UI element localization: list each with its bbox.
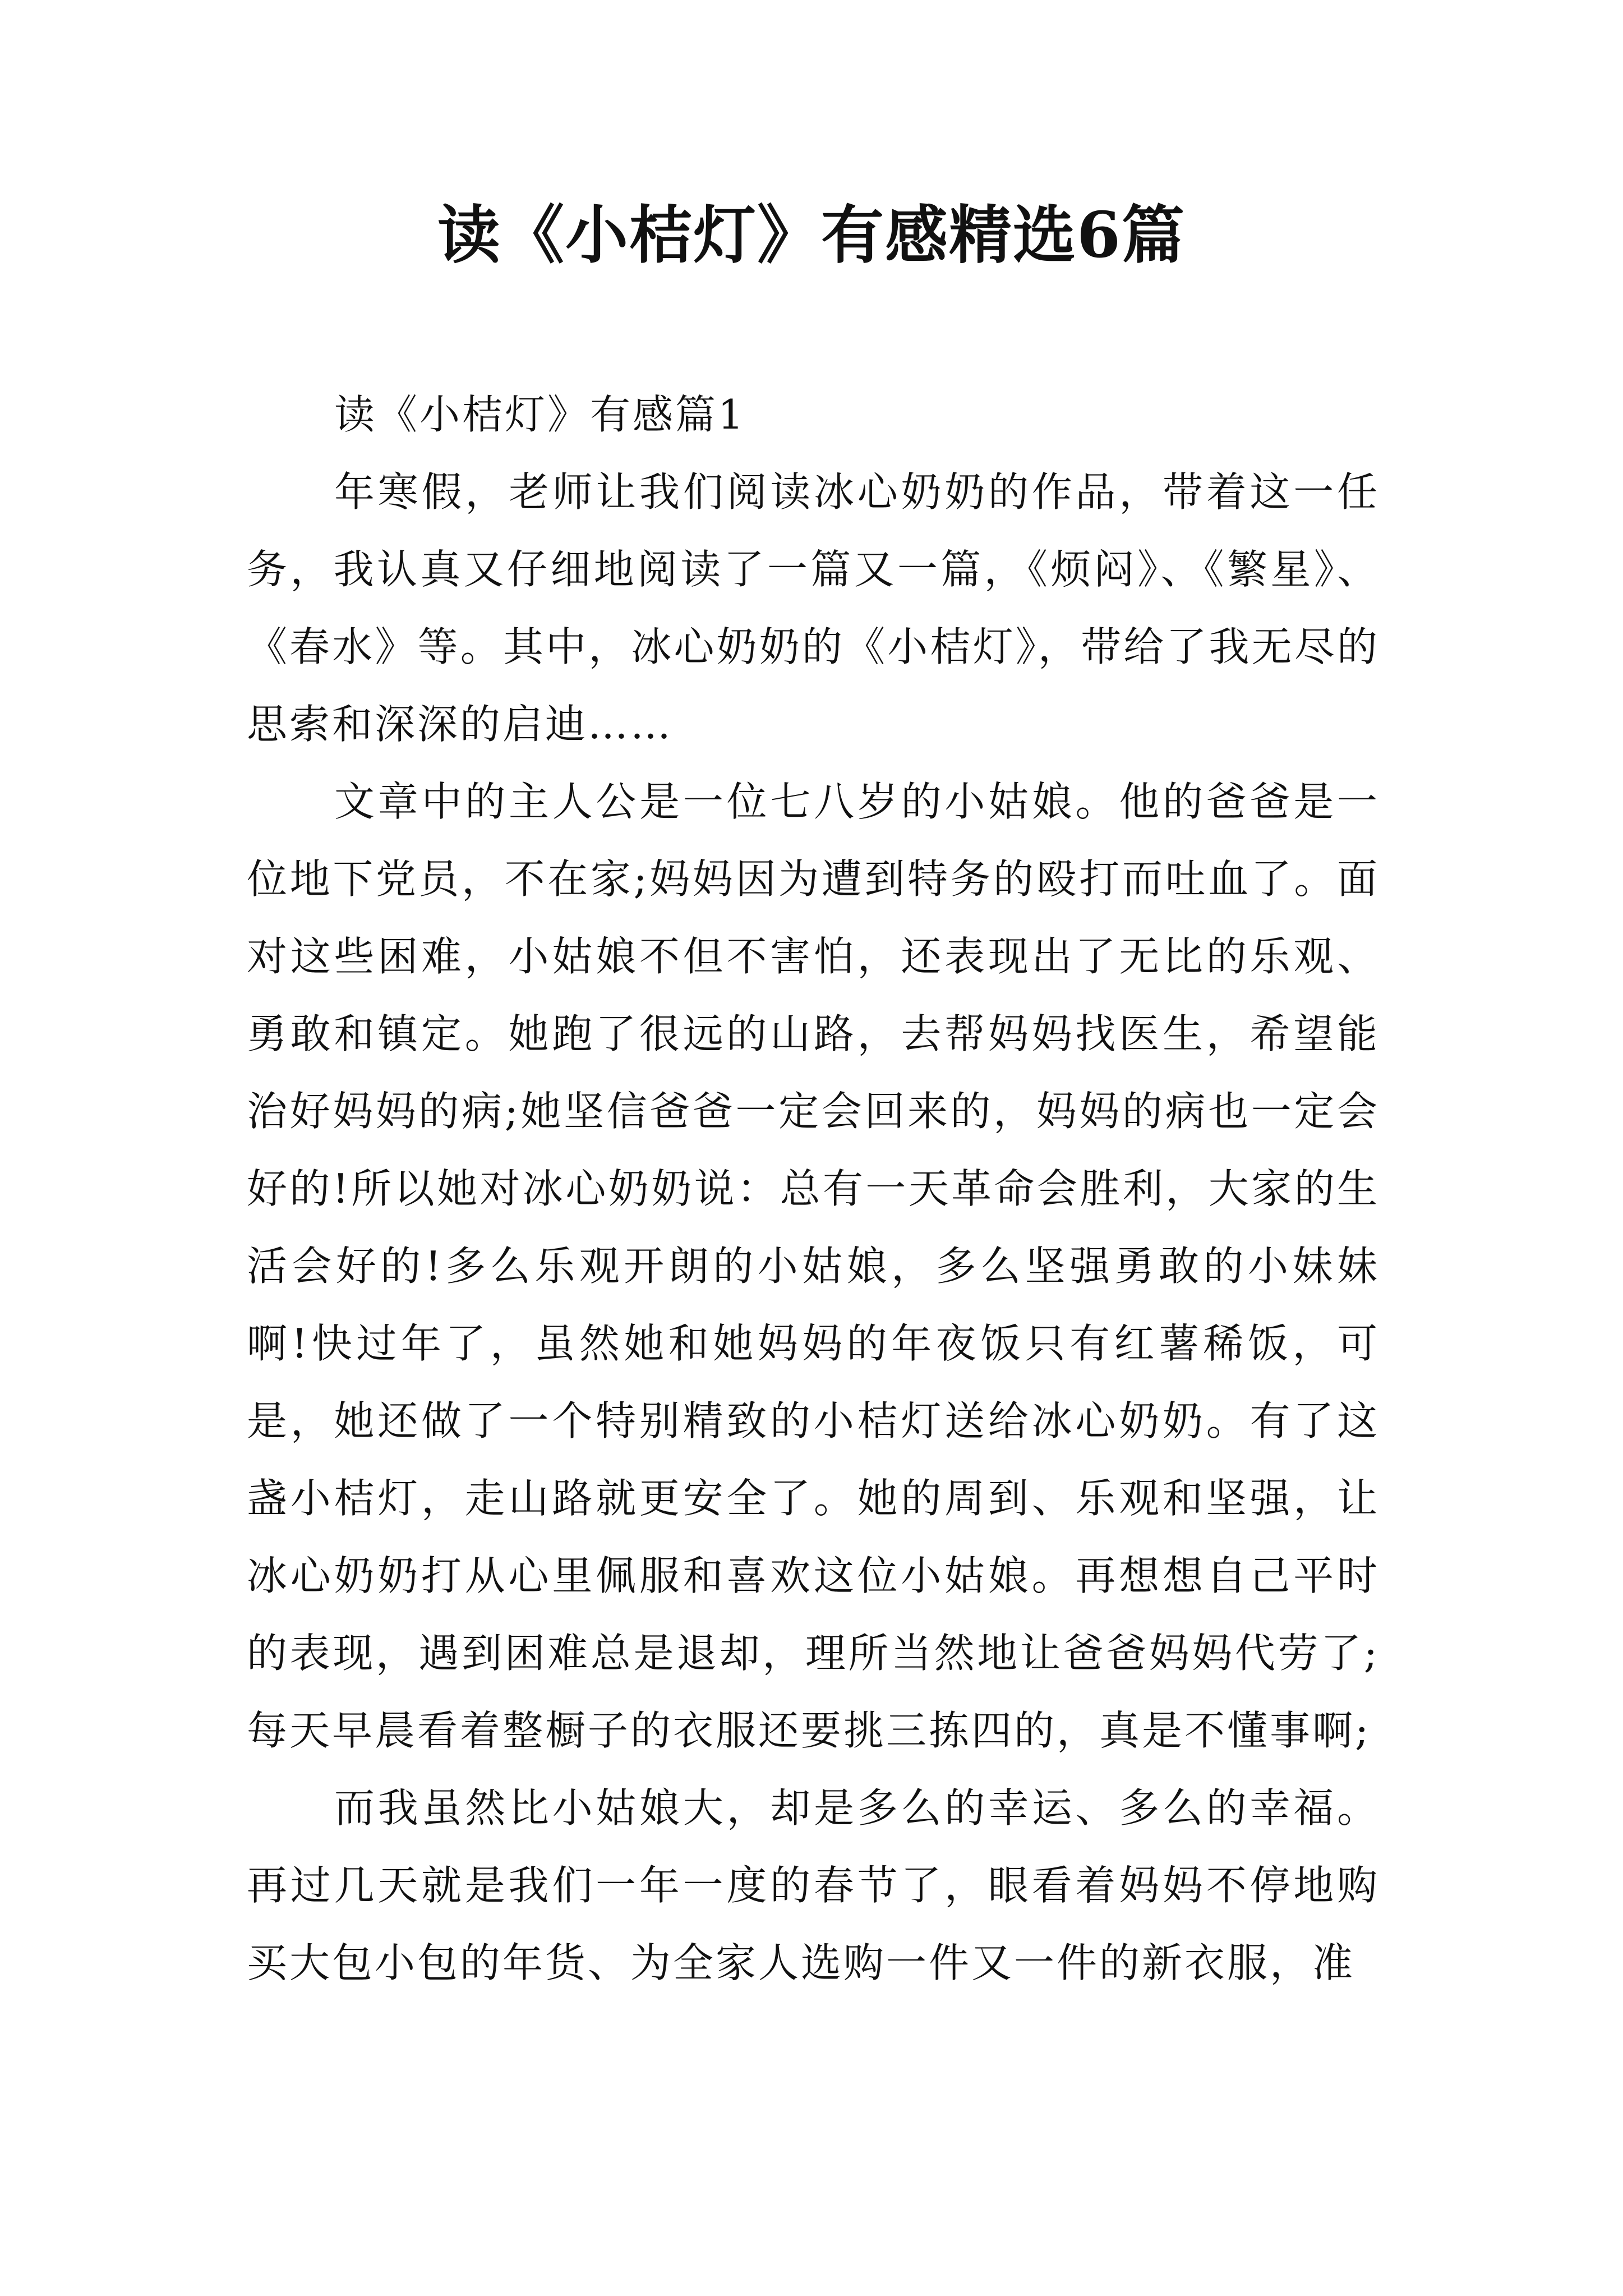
paragraph-3: 而我虽然比小姑娘大，却是多么的幸运、多么的幸福。再过几天就是我们一年一度的春节了，眼看着妈妈不停地购买大包小包的年货、为全家人选购一件又一件的新衣服，准 [247, 1784, 1380, 1986]
paragraph-1: 年寒假，老师让我们阅读冰心奶奶的作品，带着这一任务，我认真又仔细地阅读了一篇又一篇，《烦闷》、《繁星》、《春水》等。其中，冰心奶奶的《小桔灯》，带给了我无尽的思索和深深的启迪…… [247, 468, 1380, 748]
document-body [247, 376, 1380, 2001]
section-heading: 读《小桔灯》有感篇1 [334, 391, 746, 438]
document-title: 读《小桔灯》有感精选6篇 [437, 199, 1186, 272]
paragraph-2: 文章中的主人公是一位七八岁的小姑娘。他的爸爸是一位地下党员，不在家;妈妈因为遭到特务的殴打而吐血了。面对这些困难，小姑娘不但不害怕，还表现出了无比的乐观、勇敢和镇定。她跑了很远的山路，去帮妈妈找医生，希望能治好妈妈的病;她坚信爸爸一定会回来的，妈妈的病也一定会好的!所以她对冰心奶奶说：总有一天革命会胜利，大家的生活会好的!多么乐观开朗的小姑娘，多么坚强勇敢的小妹妹啊!快过年了，虽然她和她妈妈的年夜饭只有红薯稀饭，可是，她还做了一个特别精致的小桔灯送给冰心奶奶。有了这盏小桔灯，走山路就更安全了。她的周到、乐观和坚强，让冰心奶奶打从心里佩服和喜欢这位小姑娘。再想想自己平时的表现，遇到困难总是退却，理所当然地让爸爸妈妈代劳了;每天早晨看着整橱子的衣服还要挑三拣四的，真是不懂事啊; [247, 778, 1380, 1754]
